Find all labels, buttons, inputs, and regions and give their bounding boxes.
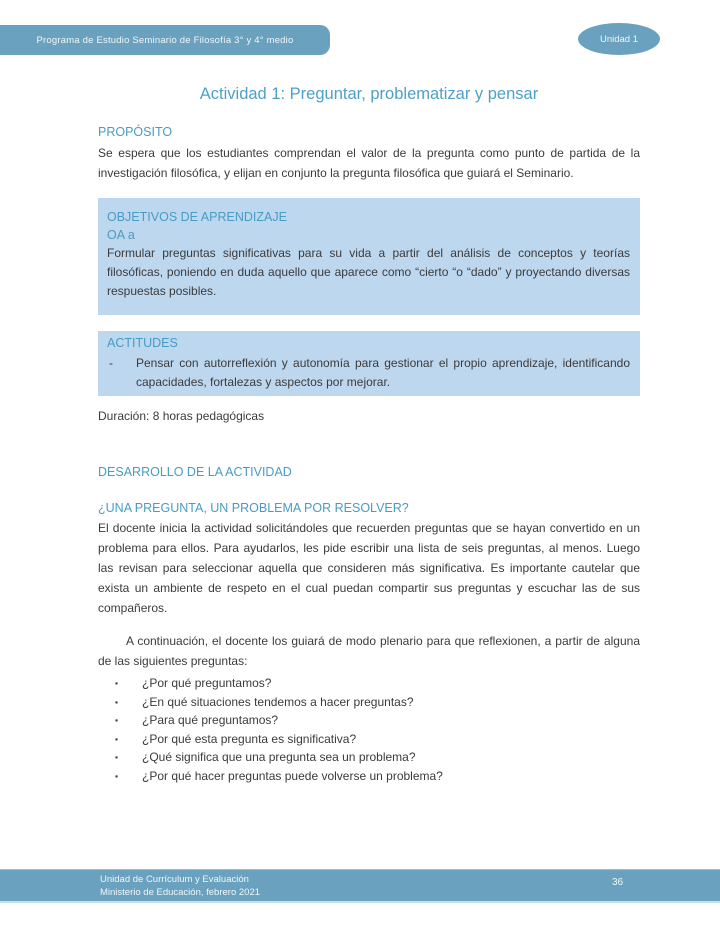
unit-badge-label: Unidad 1 [599,33,639,45]
question-item [98,730,640,749]
proposito-paragraph: Se espera que los estudiantes comprendan el valor de la pregunta como punto de partida de la investigación filosófica, y elijan en conjunto la pregunta filosófica que guiará el Seminario. [98,146,640,180]
square-bullet-icon: ▪ [115,770,119,781]
plenario-paragraph: A continuación, el docente los guiará de modo plenario para que reflexionen, a partir de alguna de las siguientes preguntas: [98,634,640,668]
actitudes-item-text: Pensar con autorreflexión y autonomía para gestionar el propio aprendizaje, identificando capacidades, fortalezas y aspectos por mejorar. [136,356,630,389]
question-item [98,767,640,786]
footer-org-line2: Ministerio de Educación, febrero 2021 [100,886,261,898]
question-text: ¿Por qué preguntamos? [142,676,272,690]
unit-badge [578,23,660,55]
square-bullet-icon: ▪ [115,752,119,762]
question-text: ¿Qué significa que una pregunta sea un problema? [142,750,416,764]
question-text: ¿Para qué preguntamos? [142,713,279,727]
footer-org-block [100,874,260,899]
actitudes-heading: ACTITUDES [107,336,178,350]
actitudes-item [107,354,630,392]
question-item [98,693,640,712]
square-bullet-icon: ▪ [115,696,119,707]
question-text: ¿En qué situaciones tendemos a hacer preguntas? [142,694,414,709]
page-content [98,82,640,785]
objetivos-paragraph: Formular preguntas significativas para su vida a partir del análisis de conceptos y teorías filosóficas, poniendo en duda aquello que aparece como “cierto “o “dado” y proyectando diversas respuestas posibles. [107,246,630,298]
intro-paragraph: El docente inicia la actividad solicitándoles que recuerden preguntas que se hayan convertido en un problema para ellos. Para ayudarlos, les pide escribir una lista de seis preguntas, al menos. Luego las revisan para seleccionar aquella que consideren más significativa. Es importante cautelar que exista un ambiente de respeto en el cual puedan compartir sus preguntas y escuchar las de sus compañeros. [98,521,640,615]
question-item [98,711,640,730]
objetivos-box [98,198,640,315]
oa-label: OA a [107,228,135,242]
footer-org-line1: Unidad de Currículum y Evaluación [100,874,249,885]
footer-bar [0,869,720,903]
program-badge-label: Programa de Estudio Seminario de Filosofía 3° y 4° medio [36,34,294,46]
question-item [98,748,640,767]
question-item [98,674,640,693]
program-badge [0,25,330,55]
objetivos-heading: OBJETIVOS DE APRENDIZAJE [107,210,287,224]
questions-list [98,674,640,785]
square-bullet-icon: ▪ [115,678,119,688]
page-number: 36 [612,877,624,888]
dash-bullet-icon: - [109,356,113,370]
proposito-heading: PROPÓSITO [98,125,173,139]
square-bullet-icon: ▪ [115,715,119,725]
pregunta-section-heading: ¿UNA PREGUNTA, UN PROBLEMA POR RESOLVER? [98,501,409,515]
activity-title: Actividad 1: Preguntar, problematizar y pensar [199,85,539,103]
question-text: ¿Por qué esta pregunta es significativa? [142,731,357,746]
question-text: ¿Por qué hacer preguntas puede volverse un problema? [142,768,443,783]
actitudes-box [98,331,640,396]
duration-line: Duración: 8 horas pedagógicas [98,409,265,423]
desarrollo-heading: DESARROLLO DE LA ACTIVIDAD [98,465,292,479]
square-bullet-icon: ▪ [115,733,119,744]
